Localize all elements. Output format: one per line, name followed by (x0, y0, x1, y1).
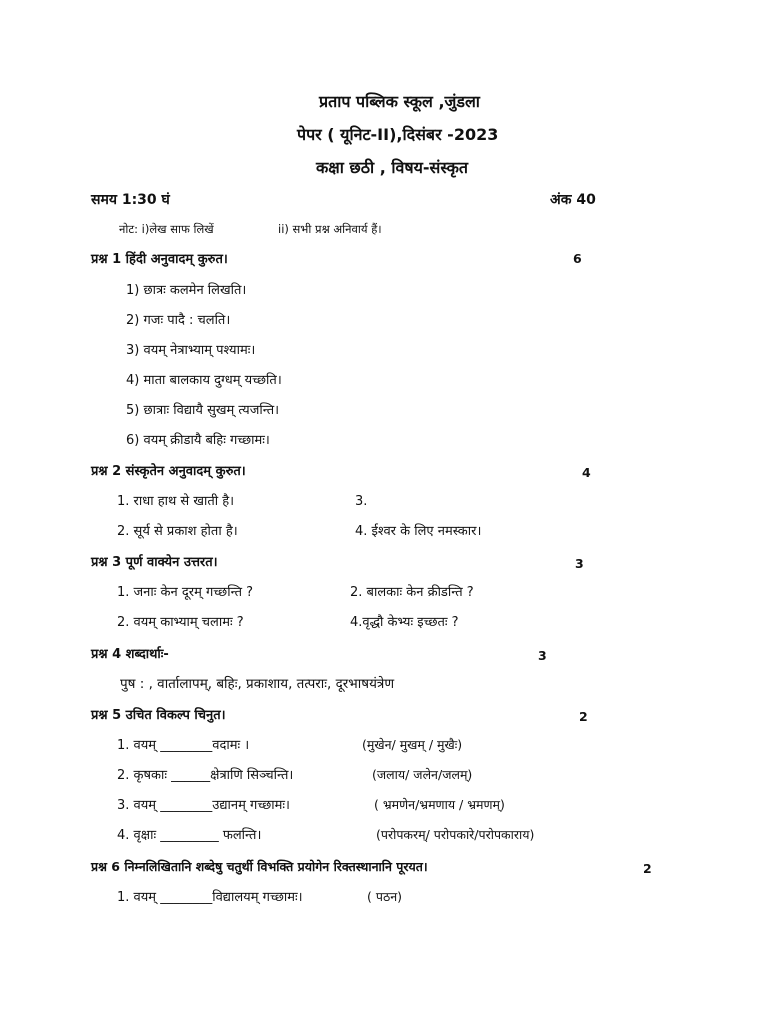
q4-word-list: पुष : , वार्तालापम्, बहिः, प्रकाशाय, तत्पराः, दूरभाषयंत्रेण (120, 676, 395, 692)
q3-marks: 3 (575, 556, 584, 571)
q3-item: 2. वयम् काभ्याम् चलामः ? (117, 615, 244, 630)
q2-item: 2. सूर्य से प्रकाश होता है। (117, 524, 238, 539)
q2-marks: 4 (582, 465, 591, 480)
q5-options: (परोपकरम्/ परोपकारे/परोपकाराय) (376, 827, 535, 842)
q1-marks: 6 (573, 251, 582, 266)
q5-item: 2. कृषकाः ______क्षेत्राणि सिञ्चन्ति। (117, 768, 294, 783)
q3-item: 4.वृद्धौ केभ्यः इच्छतः ? (350, 615, 459, 630)
q6-title: प्रश्न 6 निम्नलिखितानि शब्देषु चतुर्थी विभक्ति प्रयोगेन रिक्तस्थानानि पूरयत। (91, 859, 428, 874)
q4-marks: 3 (538, 648, 547, 663)
q3-item: 2. बालकाः केन क्रीडन्ति ? (350, 585, 474, 600)
school-name: प्रताप पब्लिक स्कूल ,जुंडला (319, 92, 480, 111)
q6-marks: 2 (643, 861, 652, 876)
q6-item: 1. वयम् ________विद्यालयम् गच्छामः। (117, 890, 303, 905)
q5-item: 4. वृक्षाः _________ फलन्ति। (117, 828, 262, 843)
class-subject: कक्षा छठी , विषय-संस्कृत (316, 158, 469, 177)
q2-title: प्रश्न 2 संस्कृतेन अनुवादम् कुरुत। (91, 464, 246, 479)
note-one: नोट: i)लेख साफ लिखें (119, 222, 214, 236)
q1-item: 6) वयम् क्रीडायै बहिः गच्छामः। (126, 433, 270, 448)
q3-title: प्रश्न 3 पूर्ण वाक्येन उत्तरत। (91, 555, 218, 570)
q5-marks: 2 (579, 709, 588, 724)
paper-title: पेपर ( यूनिट-II),दिसंबर -2023 (297, 125, 499, 144)
q2-item: 3. (355, 494, 368, 509)
q5-title: प्रश्न 5 उचित विकल्प चिनुत। (91, 708, 226, 723)
q5-options: (मुखेन/ मुखम् / मुखैः) (362, 737, 463, 752)
q2-item: 1. राधा हाथ से खाती है। (117, 494, 235, 509)
q3-item: 1. जनाः केन दूरम् गच्छन्ति ? (117, 585, 254, 600)
q5-options: ( भ्रमणेन/भ्रमणाय / भ्रमणम्) (374, 797, 505, 812)
q2-item: 4. ईश्वर के लिए नमस्कार। (355, 524, 482, 539)
q1-item: 2) गजः पादै : चलति। (126, 313, 231, 328)
q1-title: प्रश्न 1 हिंदी अनुवादम् कुरुत। (91, 252, 228, 267)
note-two: ii) सभी प्रश्न अनिवार्य हैं। (278, 222, 382, 236)
q5-item: 3. वयम् ________उद्यानम् गच्छामः। (117, 798, 290, 813)
time-allowed: समय 1:30 घं (91, 192, 170, 208)
q5-options: (जलाय/ जलेन/जलम्) (372, 767, 473, 782)
q4-title: प्रश्न 4 शब्दार्थाः- (91, 647, 169, 662)
q1-item: 3) वयम् नेत्राभ्याम् पश्यामः। (126, 343, 256, 358)
q6-options: ( पठन) (367, 889, 403, 904)
total-marks: अंक 40 (550, 192, 596, 208)
q1-item: 5) छात्राः विद्यायै सुखम् त्यजन्ति। (126, 403, 280, 418)
q1-item: 1) छात्रः कलमेन लिखति। (126, 283, 247, 298)
q5-item: 1. वयम् ________वदामः । (117, 738, 250, 753)
q1-item: 4) माता बालकाय दुग्धम् यच्छति। (126, 373, 282, 388)
